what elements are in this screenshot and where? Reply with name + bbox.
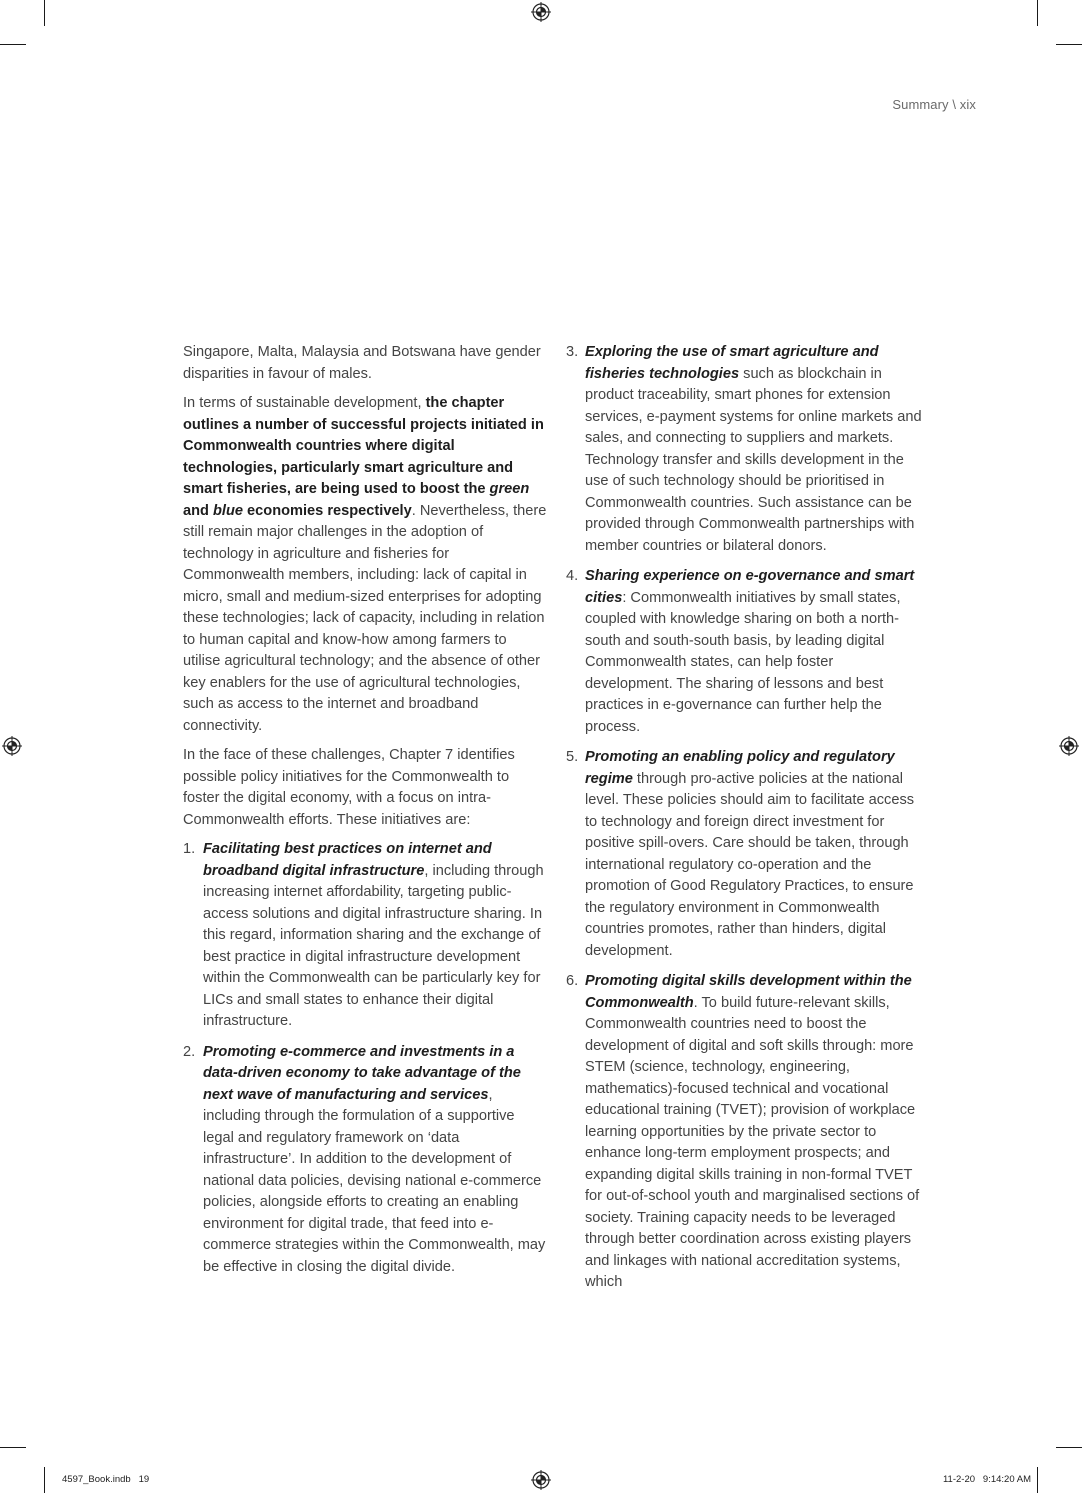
registration-mark-icon <box>1059 736 1079 756</box>
running-head: Summary \ xix <box>892 97 976 112</box>
emphasis-run: and <box>183 502 213 519</box>
list-item <box>566 747 922 962</box>
crop-mark <box>1037 1467 1038 1493</box>
item-text: : Commonwealth initiatives by small states, coupled with knowledge sharing on both a north-south and south-south basis, by leading digital Commonwealth states, can help foster development. The sharing of lessons and best practices in e-governance can further help the process. <box>585 589 901 735</box>
crop-mark <box>1037 0 1038 26</box>
item-lead: Facilitating best practices on internet and broadband digital infrastructure <box>203 841 492 879</box>
emphasis-run: the chapter outlines a number of successful projects initiated in Commonwealth countries where digital technologies, particularly smart agriculture and smart fisheries, are being used to boost the <box>183 395 544 497</box>
list-number: 4. <box>566 568 579 584</box>
item-lead: Promoting e-commerce and investments in a data-driven economy to take advantage of the next wave of manufacturing and services <box>203 1043 521 1103</box>
registration-mark-icon <box>531 1470 551 1490</box>
paragraph <box>183 393 548 737</box>
crop-mark <box>1056 1447 1082 1448</box>
initiatives-list-continued <box>566 342 922 1294</box>
emphasis-run: economies respectively <box>243 502 412 519</box>
list-item <box>183 839 548 1033</box>
item-lead: Promoting an enabling policy and regulatory regime <box>585 749 895 787</box>
list-number: 2. <box>183 1043 196 1060</box>
paragraph: In the face of these challenges, Chapter 7 identifies possible policy initiatives for the Commonwealth to foster the digital economy, with a focus on intra-Commonwealth efforts. These initiatives are: <box>183 747 515 828</box>
item-text: . To build future-relevant skills, Commonwealth countries need to boost the development of digital and soft skills through: more STEM (science, technology, engineering, mathematics)-focused technical and vocational educational training (TVET); provision of workplace learning opportunities by the private sector to enhance long-term employment prospects; and expanding digital skills training in non-formal TVET for out-of-school youth and marginalised sections of society. Training capacity needs to be leveraged through better coordination across existing players and linkages with national accreditation systems, which <box>585 994 920 1290</box>
item-lead: Exploring the use of smart agriculture and fisheries technologies <box>585 344 879 382</box>
list-item <box>566 971 922 1294</box>
left-column <box>183 342 548 1287</box>
print-slug-timestamp: 11-2-20 9:14:20 AM <box>942 1474 1031 1485</box>
registration-mark-icon <box>2 736 22 756</box>
list-number: 1. <box>183 841 196 857</box>
text-run: In terms of sustainable development, <box>183 395 426 411</box>
emphasis-run: blue <box>213 502 243 519</box>
registration-mark-icon <box>531 2 551 22</box>
list-item <box>183 1042 548 1279</box>
item-text: through pro-active policies at the national level. These policies should aim to facilitate access to technology and foreign direct investment for positive spill-overs. Care should be taken, through international regulatory co-operation and the promotion of Good Regulatory Practices, to ensure the regulatory environment in Commonwealth countries promotes, rather than hinders, digital development. <box>585 770 915 959</box>
item-text: , including through increasing internet affordability, targeting public-access solutions and digital infrastructure sharing. In this regard, information sharing and the exchange of best practice in digital infrastructure development within the Commonwealth can be particularly key for LICs and small states to enhance their digital infrastructure. <box>203 862 544 1029</box>
list-item <box>566 342 922 557</box>
crop-mark <box>0 44 26 45</box>
text-run: . Nevertheless, there still remain major challenges in the adoption of technology in agriculture and fisheries for Commonwealth members, including: lack of capital in micro, small and medium-sized enterprises for adopting these technologies; lack of capacity, including in relation to human capital and know-how among farmers to utilise agricultural technology; and the absence of other key enablers for the use of agricultural technologies, such as access to the internet and broadband connectivity. <box>183 502 547 734</box>
print-slug-file: 4597_Book.indb 19 <box>62 1474 150 1485</box>
item-text: such as blockchain in product traceability, smart phones for extension services, e-payment systems for online markets and sales, and connecting to suppliers and markets. Technology transfer and skills development in the use of such technology should be prioritised in Commonwealth countries. Such assistance can be provided through Commonwealth partnerships with member countries or bilateral donors. <box>585 365 922 554</box>
paragraph: Singapore, Malta, Malaysia and Botswana have gender disparities in favour of males. <box>183 344 541 382</box>
list-number: 3. <box>566 344 579 360</box>
item-text: , including through the formulation of a supportive legal and regulatory framework on ‘data infrastructure’. In addition to the development of national data policies, devising national e-commerce policies, alongside efforts to creating an enabling environment for digital trade, that feed into e-commerce strategies within the Commonwealth, may be effective in closing the digital divide. <box>203 1086 546 1275</box>
right-column <box>566 342 922 1303</box>
list-number: 5. <box>566 749 579 765</box>
list-item <box>566 566 922 738</box>
emphasis-run: green <box>489 481 530 497</box>
initiatives-list <box>183 839 548 1278</box>
crop-mark <box>0 1447 26 1448</box>
crop-mark <box>1056 44 1082 45</box>
crop-mark <box>44 1467 45 1493</box>
item-lead: Sharing experience on e-governance and smart cities <box>585 568 915 606</box>
crop-mark <box>44 0 45 26</box>
list-number: 6. <box>566 973 579 989</box>
item-lead: Promoting digital skills development within the Commonwealth <box>585 973 912 1011</box>
